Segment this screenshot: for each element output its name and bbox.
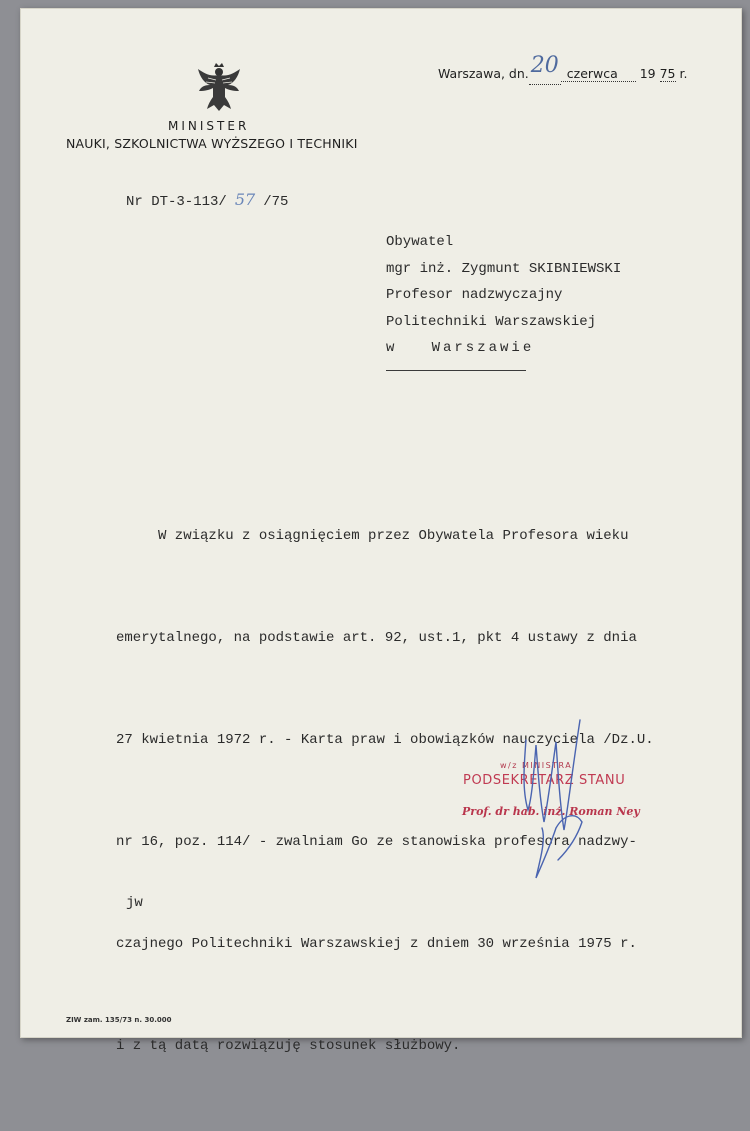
addressee-block bbox=[386, 229, 621, 362]
reference-number bbox=[126, 190, 288, 210]
typist-initials: jw bbox=[126, 895, 143, 911]
eagle-emblem-icon bbox=[196, 61, 242, 113]
reference-handwritten-number: 57 bbox=[234, 190, 256, 209]
addressee-underline bbox=[386, 370, 526, 371]
addressee-line: Profesor nadzwyczajny bbox=[386, 287, 563, 303]
body-line: W związku z osiągnięciem przez Obywatela Profesora wieku bbox=[116, 528, 629, 544]
minister-title: MINISTER bbox=[168, 119, 250, 133]
handwritten-signature bbox=[506, 710, 596, 880]
date-year-suffix: 75 bbox=[659, 66, 676, 81]
addressee-line: mgr inż. Zygmunt SKIBNIEWSKI bbox=[386, 260, 622, 277]
date-place-prefix: Warszawa, dn. bbox=[438, 66, 529, 81]
print-footer: ZIW zam. 135/73 n. 30.000 bbox=[66, 1016, 172, 1024]
reference-prefix: Nr DT-3-113/ bbox=[126, 194, 227, 210]
date-month-field bbox=[561, 66, 636, 82]
document-page bbox=[20, 8, 742, 1054]
body-line: emerytalnego, na podstawie art. 92, ust.1, pkt 4 ustawy z dnia bbox=[116, 630, 637, 646]
ministry-name: NAUKI, SZKOLNICTWA WYŻSZEGO I TECHNIKI bbox=[66, 136, 358, 151]
addressee-line: Obywatel bbox=[386, 234, 454, 250]
date-day: 20 bbox=[530, 53, 559, 78]
body-line: czajnego Politechniki Warszawskiej z dniem 30 września 1975 r. bbox=[116, 936, 637, 952]
addressee-line: Politechniki Warszawskiej bbox=[386, 313, 597, 330]
date-day-field bbox=[529, 53, 561, 85]
date-year-prefix: 19 bbox=[639, 66, 656, 81]
stamp-line-2: PODSEKRETARZ STANU bbox=[463, 773, 626, 788]
date-line bbox=[438, 53, 688, 85]
body-line: i z tą datą rozwiązuję stosunek służbowy. bbox=[116, 1038, 461, 1054]
date-month: czerwca bbox=[566, 66, 618, 81]
body-line: 27 kwietnia 1972 r. - Karta praw i obowiązków nauczyciela /Dz.U. bbox=[116, 732, 654, 748]
addressee-city: w Warszawie bbox=[386, 340, 535, 356]
date-year-unit: r. bbox=[679, 66, 688, 81]
stamp-line-3: Prof. dr hab. inż. Roman Ney bbox=[462, 805, 640, 818]
body-line: nr 16, poz. 114/ - zwalniam Go ze stanowiska profesora nadzwy- bbox=[116, 834, 637, 850]
reference-suffix: /75 bbox=[263, 194, 289, 210]
stamp-line-1: w/z MINISTRA bbox=[500, 761, 573, 770]
